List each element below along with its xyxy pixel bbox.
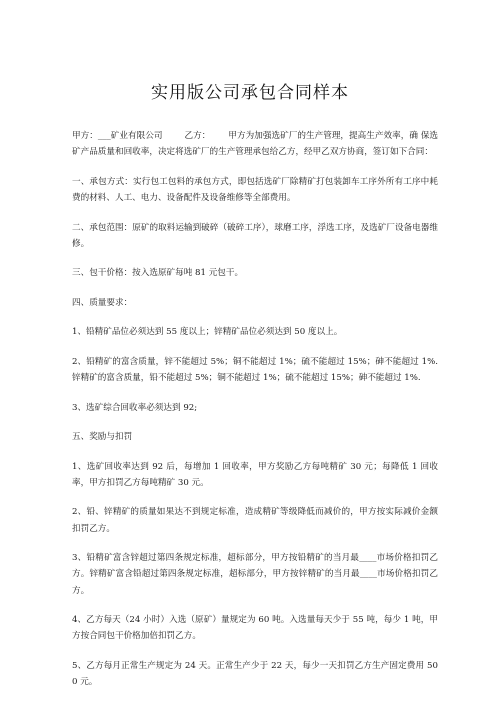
document-body — [72, 128, 438, 704]
reward-item-4: 4、乙方每天（24 小时）入选（原矿）量规定为 60 吨。入选量每天少于 55 吨，每少 1 吨，甲方按合同包干价格加倍扣罚乙方。 — [72, 615, 438, 642]
quality-item-3: 3、选矿综合回收率必须达到 92; — [72, 402, 198, 413]
party-a: 甲方：___矿业有限公司 — [72, 131, 163, 141]
clause-4-quality-heading: 四、质量要求： — [72, 297, 133, 308]
quality-item-2: 2、铅精矿的富含质量，锌不能超过 5%；铜不能超过 1%；硫不能超过 15%；砷不能超过 1%.锌精矿的富含质量，铅不能超过 5%；铜不能超过 1%；硫不能超过 15%；砷不能超过 1%. — [72, 356, 438, 384]
intro-lead: 甲方为加强选矿厂的生产管理，提高生产效率，确 — [228, 131, 418, 141]
clause-5-rewards-heading: 五、奖励与扣罚 — [72, 432, 133, 443]
parties-row — [72, 131, 421, 141]
quality-item-1: 1、铅精矿品位必须达到 55 度以上；锌精矿品位必须达到 50 度以上。 — [72, 327, 343, 338]
reward-item-1: 1、选矿回收率达到 92 后，每增加 1 回收率，甲方奖励乙方每吨精矿 30 元；每降低 1 回收率，甲方扣罚乙方每吨精矿 30 元。 — [72, 461, 438, 488]
party-b: 乙方： — [184, 131, 211, 141]
reward-item-5: 5、乙方每月正常生产规定为 24 天。正常生产少于 22 天，每少一天扣罚乙方生产固定费用 500 元。 — [72, 660, 438, 688]
document-title: 实用版公司承包合同样本 — [151, 83, 349, 103]
intro-rest: 保选矿产品质量和回收率，决定将选矿厂的生产管理承包给乙方，经甲乙双方协商，签订如下合同： — [72, 131, 438, 158]
clause-3-price: 三、包干价格：按入选原矿每吨 81 元包干。 — [72, 268, 244, 279]
reward-item-3: 3、铅精矿富含锌超过第四条规定标准，超标部分，甲方按铅精矿的当月最____市场价格扣罚乙方。锌精矿富含铅超过第四条规定标准，超标部分，甲方按锌精矿的当月最____市场价格扣罚乙方。 — [72, 553, 438, 596]
parties-paragraph — [72, 128, 438, 161]
clause-2-scope: 二、承包范围：原矿的取料运输到破碎（破碎工序），球磨工序，浮选工序，及选矿厂设备电器维修。 — [72, 222, 438, 249]
clause-1-method: 一、承包方式：实行包工包料的承包方式，即包括选矿厂除精矿打包装卸车工序外所有工序中耗费的材料、人工、电力、设备配件及设备维修等全部费用。 — [72, 176, 438, 204]
reward-item-2: 2、铅、锌精矿的质量如果达不到规定标准，造成精矿等级降低而减价的，甲方按实际减价金额扣罚乙方。 — [72, 507, 438, 534]
